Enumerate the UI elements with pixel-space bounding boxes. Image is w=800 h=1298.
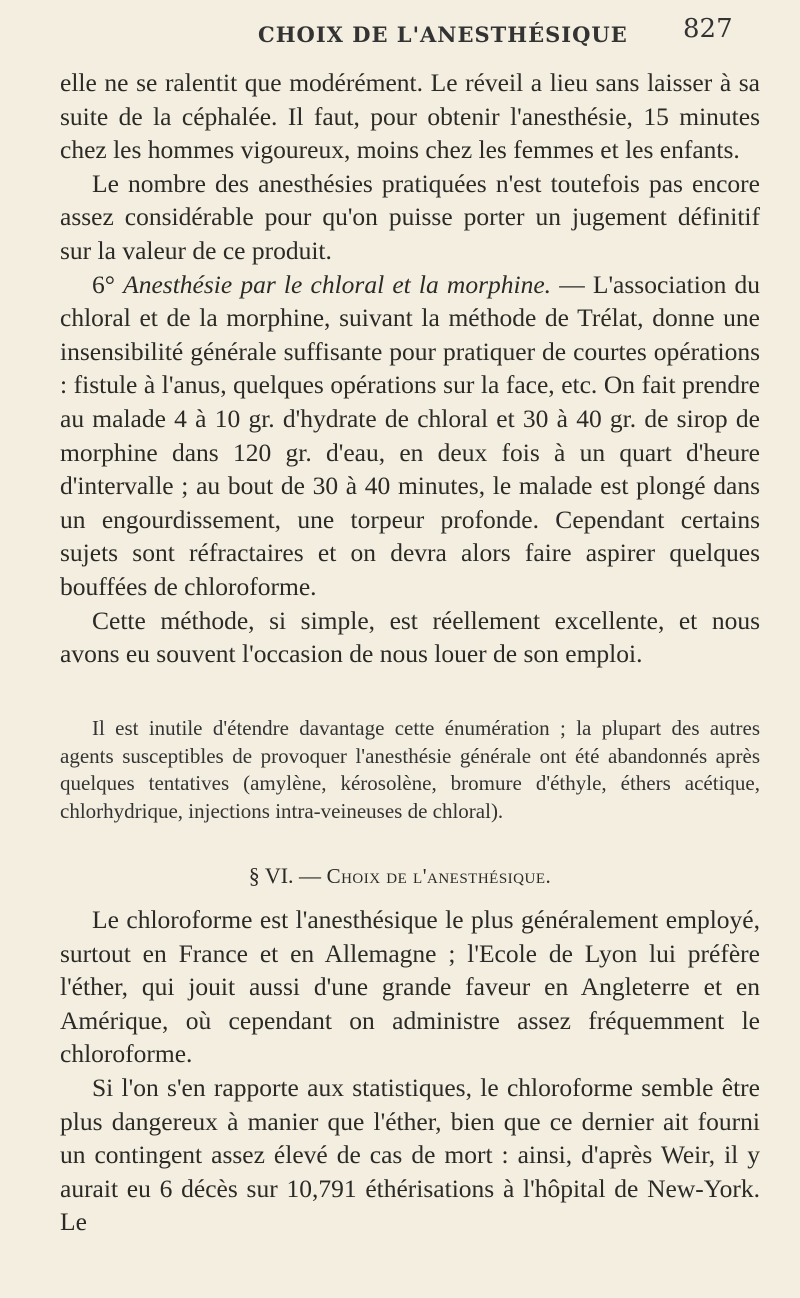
paragraph-evaluation: Le nombre des anesthésies pratiquées n'est toutefois pas encore assez considérable pour qu'on puisse porter un jugement définitif sur la valeur de ce produit. [60, 168, 760, 265]
note-text [60, 715, 760, 825]
page-header [0, 14, 800, 54]
item-body: — L'association du chloral et de la morphine, suivant la méthode de Trélat, donne une insensibilité générale suffisante pour pratiquer de courtes opérations : fistule à l'anus, quelques opérations sur la face, etc. On fait prendre au malade 4 à 10 gr. d'hydrate de chloral et 30 à 40 gr. de sirop de morphine dans 120 gr. d'eau, en deux fois à un quart d'heure d'intervalle ; au bout de 30 à 40 minutes, le malade est plongé dans un engourdissement, une torpeur profonde. Cependant certains sujets sont réfractaires et on devra alors faire aspirer quelques bouffées de chloroforme. [60, 269, 761, 601]
item-title: Anesthésie par le chloral et la morphine. [123, 269, 552, 299]
section-paragraph-1: Le chloroforme est l'anesthésique le plus généralement employé, surtout en France et en Allemagne ; l'Ecole de Lyon lui préfère l'éther, qui jouit aussi d'une grande faveur en Angleterre et en Amérique, où cependant on administre assez fréquemment le chloroforme. [60, 905, 760, 1069]
section-paragraph-2: Si l'on s'en rapporte aux statistiques, le chloroforme semble être plus dangereux à manier que l'éther, bien que ce dernier ait fourni un contingent assez élevé de cas de mort : ainsi, d'après Weir, il y aurait eu 6 décès sur 10,791 éthérisations à l'hôpital de New-York. Le [60, 1072, 760, 1237]
paragraph-method-opinion: Cette méthode, si simple, est réellement excellente, et nous avons eu souvent l'occasion de nous louer de son emploi. [60, 605, 760, 669]
note-paragraph: Il est inutile d'étendre davantage cette énumération ; la plupart des autres agents susceptibles de provoquer l'anesthésie générale ont été abandonnés après quelques tentatives (amylène, kérosolène, bromure d'éthyle, éthers acétique, chlorhydrique, injections intra-veineuses de chloral). [60, 716, 760, 823]
section-title: Choix de l'anesthésique. [326, 864, 552, 888]
paragraph-chloral-morphine [60, 268, 760, 604]
paragraph-continuation: elle ne se ralentit que modérément. Le réveil a lieu sans laisser à sa suite de la céphalée. Il faut, pour obtenir l'anesthésie, 15 minutes chez les hommes vigoureux, moins chez les femmes et les enfants. [60, 68, 760, 165]
page-number: 827 [683, 14, 733, 44]
section-body [60, 903, 760, 1239]
item-number: 6° [92, 269, 115, 299]
section-number: § VI. — [248, 863, 322, 888]
section-heading [0, 863, 800, 889]
running-title: CHOIX DE L'ANESTHÉSIQUE [258, 22, 628, 47]
main-text [60, 66, 760, 671]
